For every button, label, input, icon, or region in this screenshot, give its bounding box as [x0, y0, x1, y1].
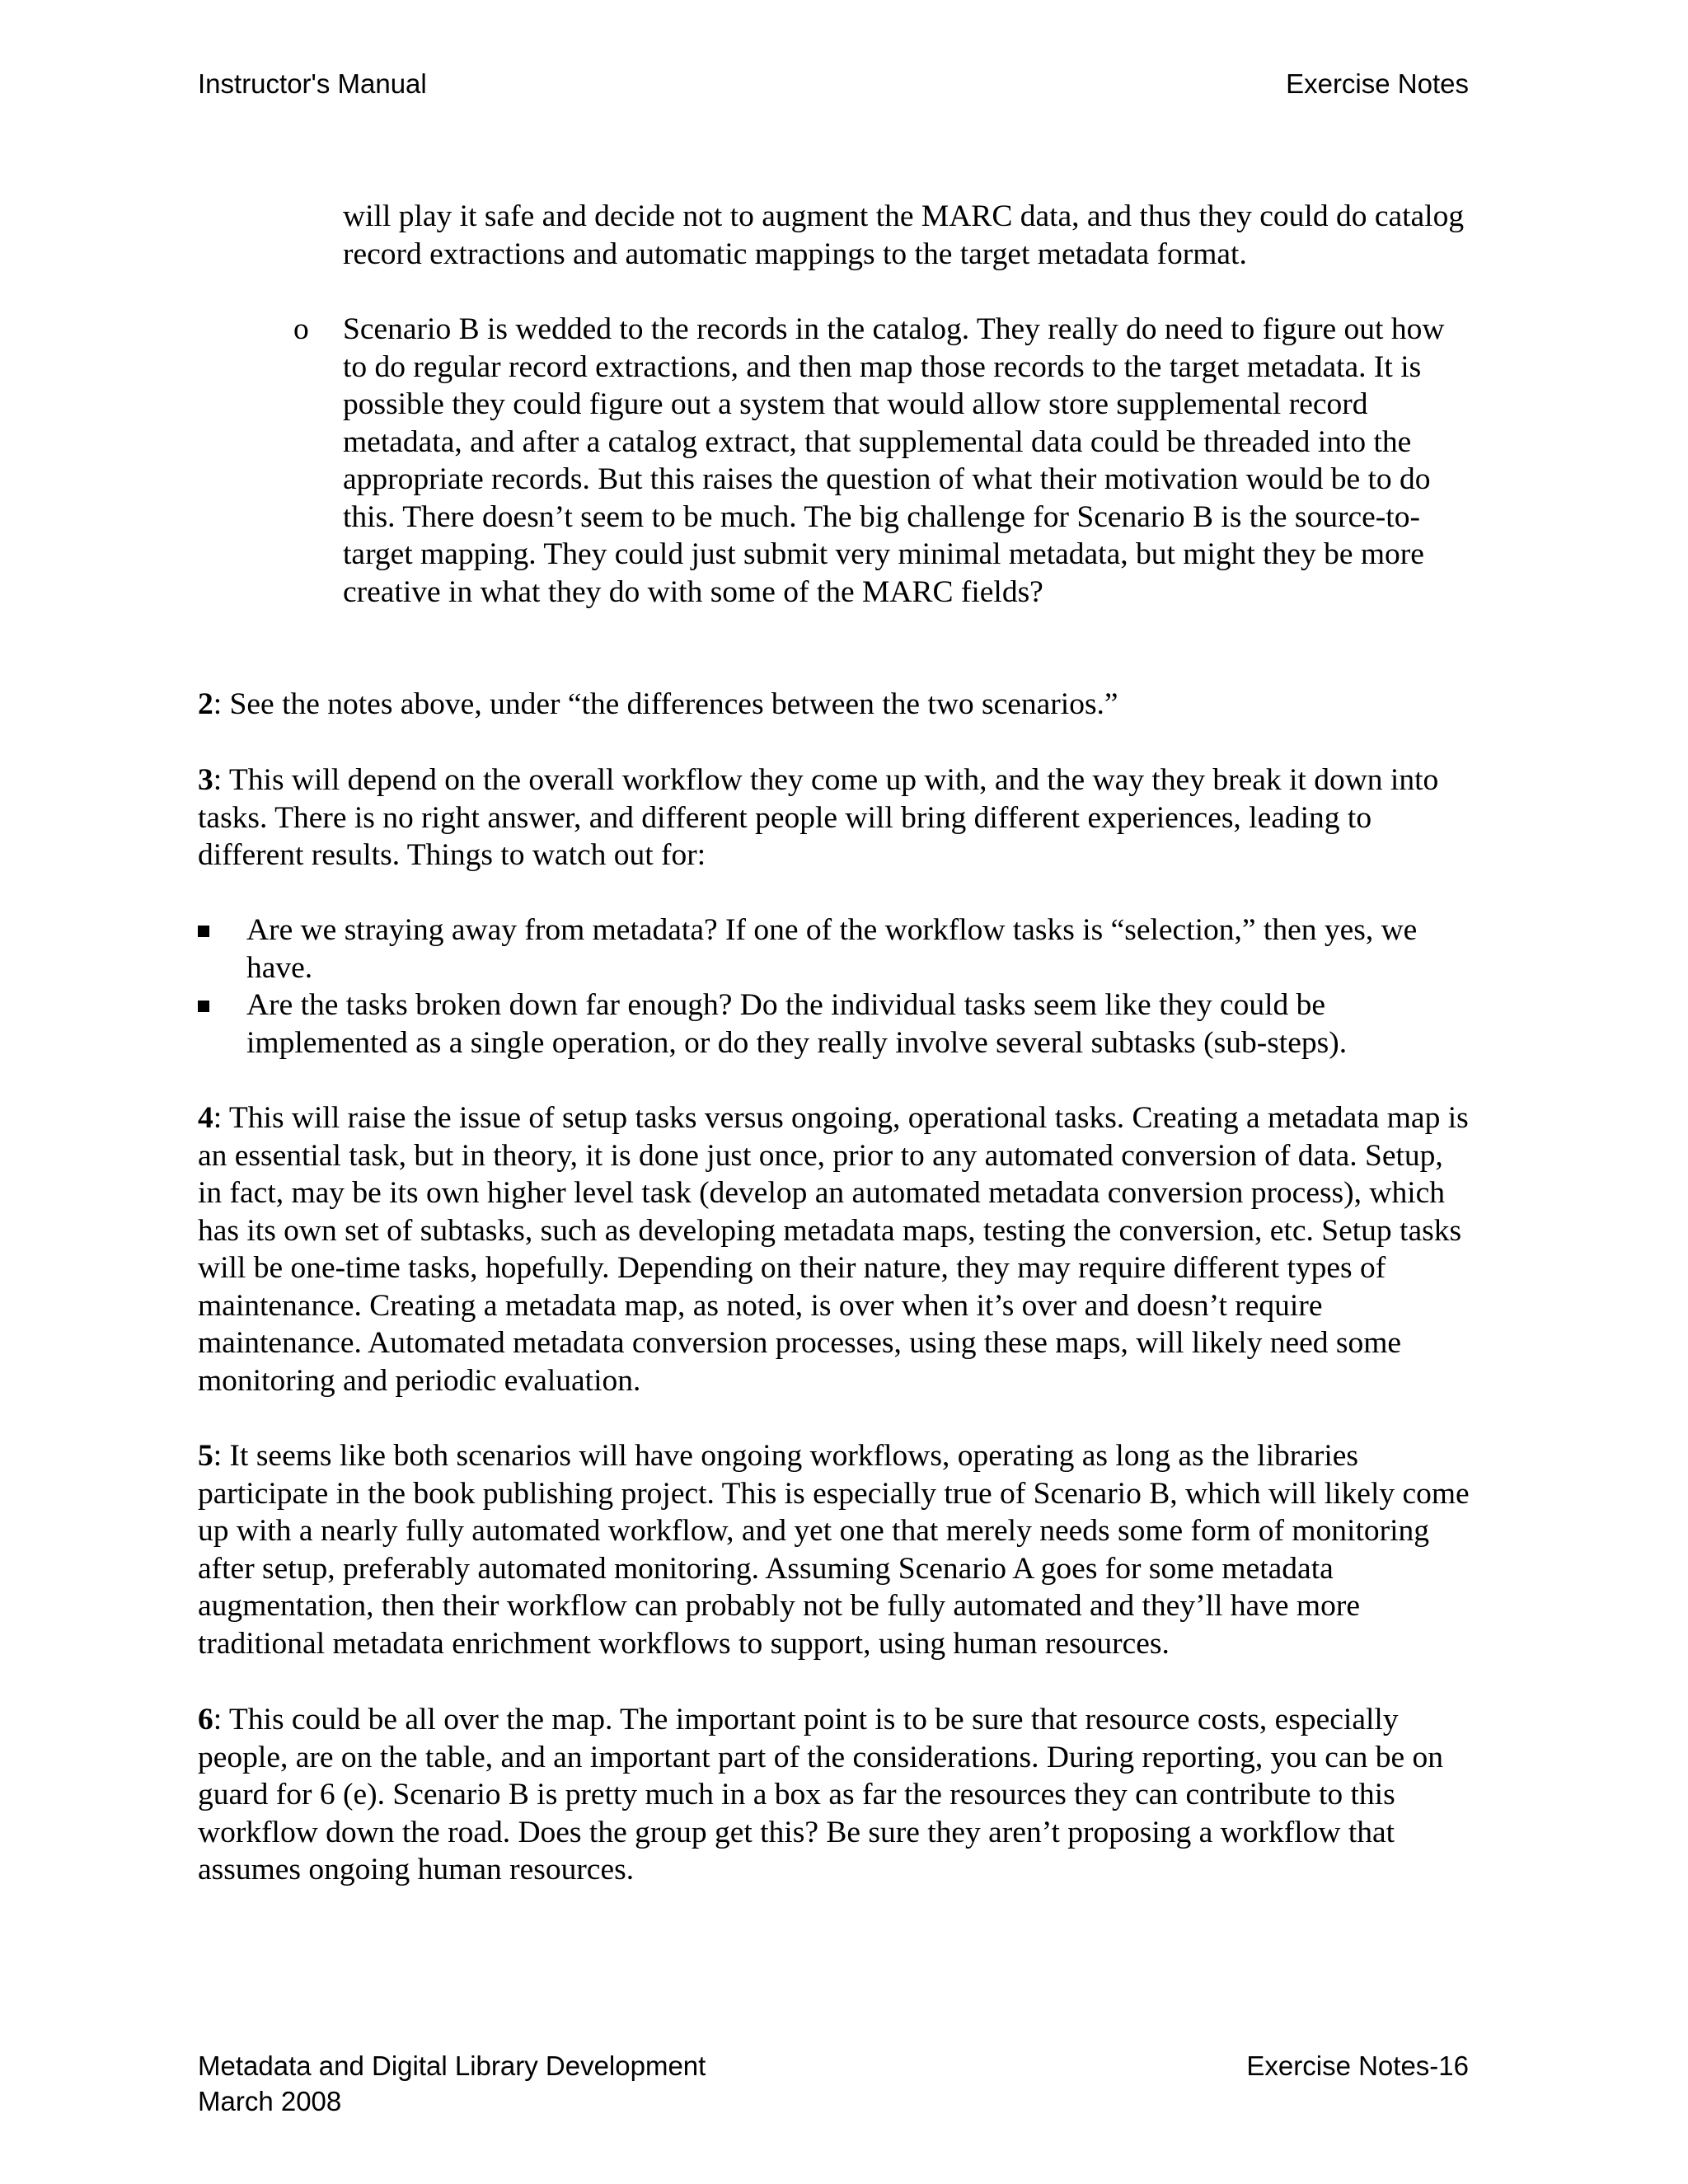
answer-text: : This will raise the issue of setup tasks versus ongoing, operational tasks. Creating a metadata map is an essential task, but in theory, it is done just once, prior to any automated conversion of data. Setup, in fact, may be its own higher level task (develop an automated metadata conversion process), which has its own set of subtasks, such as developing metadata maps, testing the conversion, etc. Setup tasks will be one-time tasks, hopefully. Depending on their nature, they may require different types of maintenance. Creating a metadata map, as noted, is over when it’s over and doesn’t require maintenance. Automated metadata conversion processes, using these maps, will likely need some monitoring and periodic evaluation.: [198, 1101, 1469, 1398]
answer-6: [198, 1701, 1471, 1889]
header-left: Instructor's Manual: [198, 68, 427, 99]
list-item-text: Are we straying away from metadata? If one of the workflow tasks is “selection,” then yes, we have.: [246, 913, 1418, 985]
answer-3: [198, 762, 1471, 874]
list-item: [198, 912, 1471, 987]
continuation-paragraph: will play it safe and decide not to augment the MARC data, and thus they could do catalog record extractions and automatic mappings to the target metadata format.: [343, 199, 1465, 271]
sub-bullet-text: Scenario B is wedded to the records in the catalog. They really do need to figure out how to do regular record extractions, and then map those records to the target metadata. It is possible they could figure out a system that would allow store supplemental record metadata, and after a catalog extract, that supplemental data could be threaded into the appropriate records. But this raises the question of what their motivation would be to do this. There doesn’t seem to be much. The big challenge for Scenario B is the source-to-target mapping. They could just submit very minimal metadata, but might they be more creative in what they do with some of the MARC fields?: [343, 312, 1445, 609]
list-item: [198, 987, 1471, 1062]
answer-number: 3: [198, 763, 213, 797]
answer-number: 6: [198, 1703, 213, 1736]
footer-date: March 2008: [198, 2086, 342, 2116]
answer-text: : It seems like both scenarios will have ongoing workflows, operating as long as the libraries participate in the book publishing project. This is especially true of Scenario B, which will likely come up with a nearly fully automated workflow, and yet one that merely needs some form of monitoring after setup, preferably automated monitoring. Assuming Scenario A goes for some metadata augmentation, then their workflow can probably not be fully automated and they’ll have more traditional metadata enrichment workflows to support, using human resources.: [198, 1439, 1470, 1661]
answer-text: : This could be all over the map. The important point is to be sure that resource costs, especially people, are on the table, and an important part of the considerations. During reporting, you can be on guard for 6 (e). Scenario B is pretty much in a box as far the resources they can contribute to this workflow down the road. Does the group get this? Be sure they aren’t proposing a workflow that assumes ongoing human resources.: [198, 1703, 1443, 1886]
list-item-text: Are the tasks broken down far enough? Do the individual tasks seem like they could be implemented as a single operation, or do they really involve several subtasks (sub-steps).: [246, 988, 1348, 1060]
answer-5: [198, 1437, 1471, 1662]
header-right: Exercise Notes: [1286, 68, 1469, 99]
square-bullet-icon: [198, 1001, 209, 1012]
sub-bullet-scenario-b: [293, 311, 1472, 611]
answer-number: 5: [198, 1439, 213, 1473]
answer-text: : See the notes above, under “the differences between the two scenarios.”: [213, 687, 1118, 721]
answer-number: 4: [198, 1101, 213, 1135]
footer-title: Metadata and Digital Library Development: [198, 2050, 706, 2081]
answer-text: : This will depend on the overall workflow they come up with, and the way they break it down into tasks. There is no right answer, and different people will bring different experiences, leading to different results. Things to watch out for:: [198, 763, 1439, 872]
square-bullet-icon: [198, 926, 209, 937]
answer-2: [198, 686, 1471, 724]
answer-4: [198, 1099, 1471, 1399]
answer-number: 2: [198, 687, 213, 721]
watch-out-list: [198, 912, 1471, 1062]
footer-page-number: Exercise Notes-16: [1246, 2050, 1469, 2081]
sub-bullet-marker: o: [293, 312, 309, 346]
